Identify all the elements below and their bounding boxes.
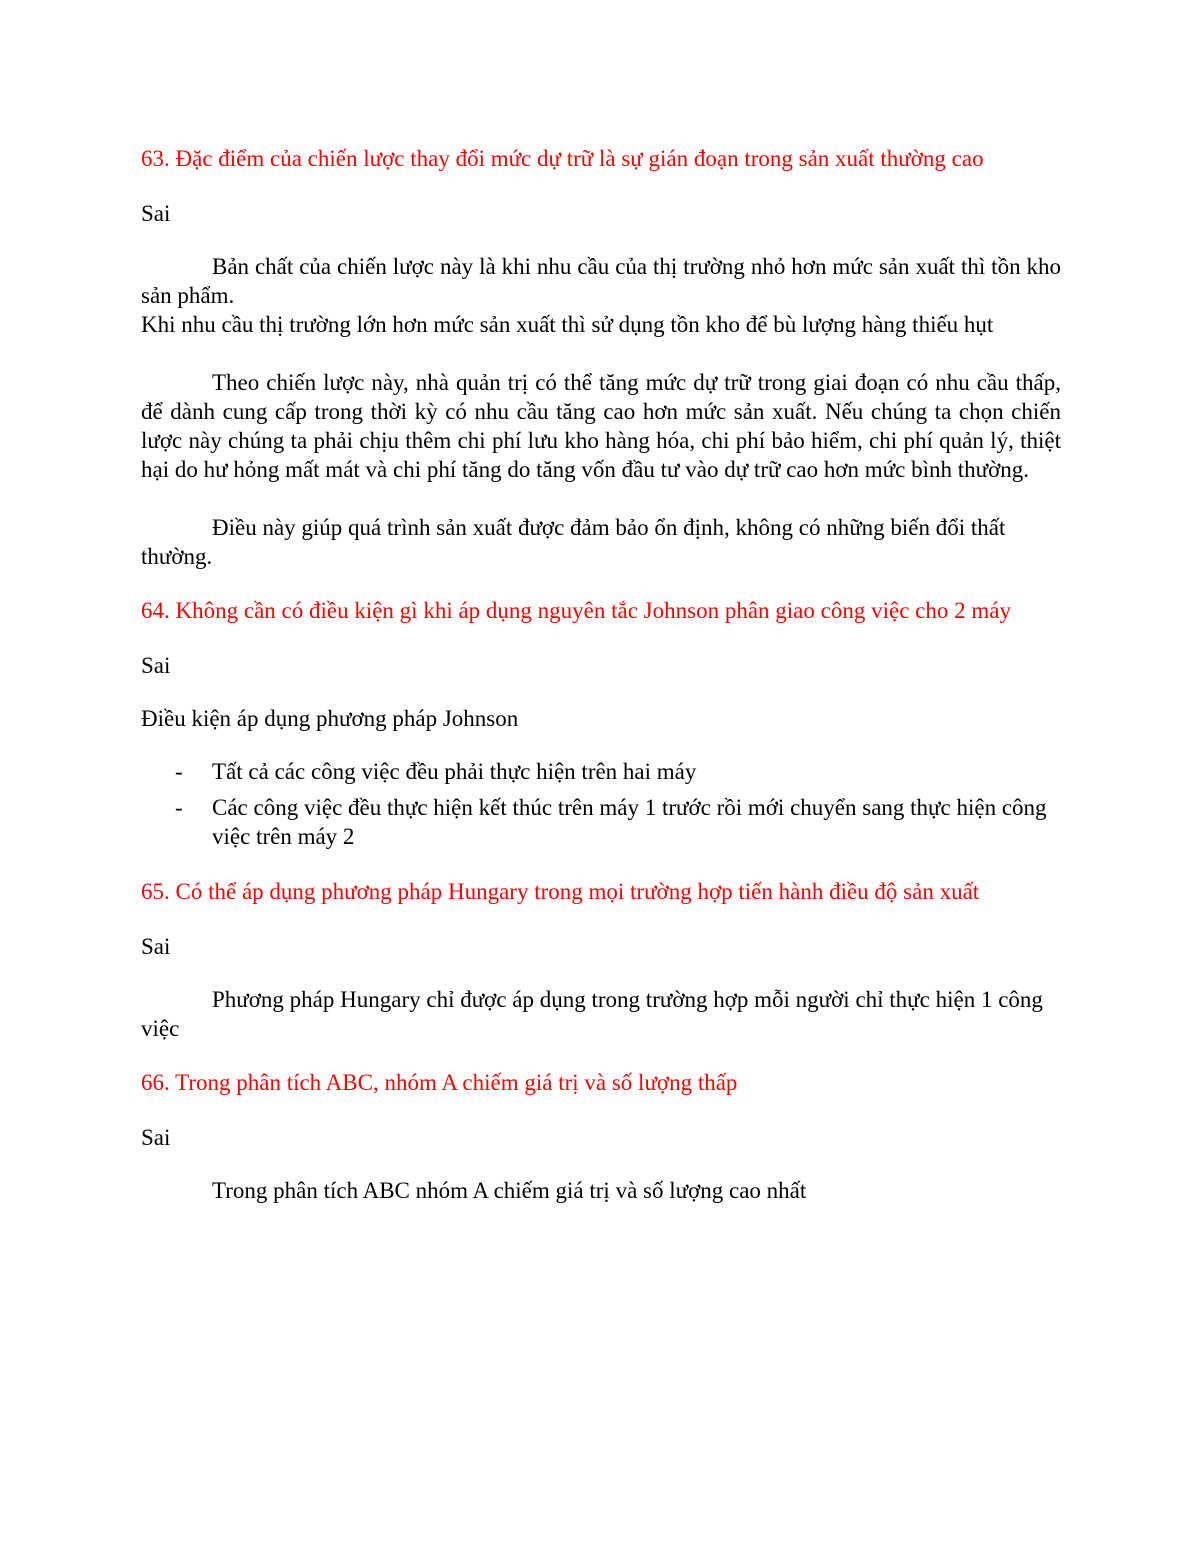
section-66 [141,1066,1061,1205]
list-item [141,757,1061,786]
explanation-63-paragraph-4: Điều này giúp quá trình sản xuất được đảm bảo ổn định, không có những biến đổi thất thường. [141,515,1006,569]
bullet-dash: - [175,795,183,820]
answer-63: Sai [141,201,171,226]
bullet-dash: - [175,759,183,784]
list-item-text: Các công việc đều thực hiện kết thúc trên máy 1 trước rồi mới chuyển sang thực hiện công việc trên máy 2 [212,795,1047,849]
conditions-list-64 [141,757,1061,851]
explanation-65-paragraph-1: Phương pháp Hungary chỉ được áp dụng trong trường hợp mỗi người chỉ thực hiện 1 công việc [141,987,1043,1041]
explanation-66-paragraph-1: Trong phân tích ABC nhóm A chiếm giá trị và số lượng cao nhất [212,1178,807,1203]
section-65 [141,875,1061,1043]
section-64 [141,594,1061,851]
question-65: 65. Có thể áp dụng phương pháp Hungary trong mọi trường hợp tiến hành điều độ sản xuất [141,879,980,904]
question-66: 66. Trong phân tích ABC, nhóm A chiếm giá trị và số lượng thấp [141,1070,738,1095]
section-63 [141,142,1061,571]
list-item-text: Tất cả các công việc đều phải thực hiện trên hai máy [212,759,697,784]
answer-66: Sai [141,1125,171,1150]
explanation-63-paragraph-1: Bản chất của chiến lược này là khi nhu cầu của thị trường nhỏ hơn mức sản xuất thì tồn kho sản phẩm. [141,254,1061,308]
list-item [141,793,1061,851]
conditions-intro-64: Điều kiện áp dụng phương pháp Johnson [141,706,519,731]
answer-65: Sai [141,934,171,959]
question-63: 63. Đặc điểm của chiến lược thay đổi mức dự trữ là sự gián đoạn trong sản xuất thường cao [141,146,984,171]
explanation-63-paragraph-3: Theo chiến lược này, nhà quản trị có thể tăng mức dự trữ trong giai đoạn có nhu cầu thấp, để dành cung cấp trong thời kỳ có nhu cầu tăng cao hơn mức sản xuất. Nếu chúng ta chọn chiến lược này chúng ta phải chịu thêm chi phí lưu kho hàng hóa, chi phí bảo hiểm, chi phí quản lý, thiệt hại do hư hỏng mất mát và chi phí tăng do tăng vốn đầu tư vào dự trữ cao hơn mức bình thường. [141,370,1061,482]
answer-64: Sai [141,653,171,678]
document-page [141,142,1061,1205]
question-64: 64. Không cần có điều kiện gì khi áp dụng nguyên tắc Johnson phân giao công việc cho 2 máy [141,598,1011,623]
explanation-63-paragraph-2: Khi nhu cầu thị trường lớn hơn mức sản xuất thì sử dụng tồn kho để bù lượng hàng thiếu hụt [141,312,994,337]
